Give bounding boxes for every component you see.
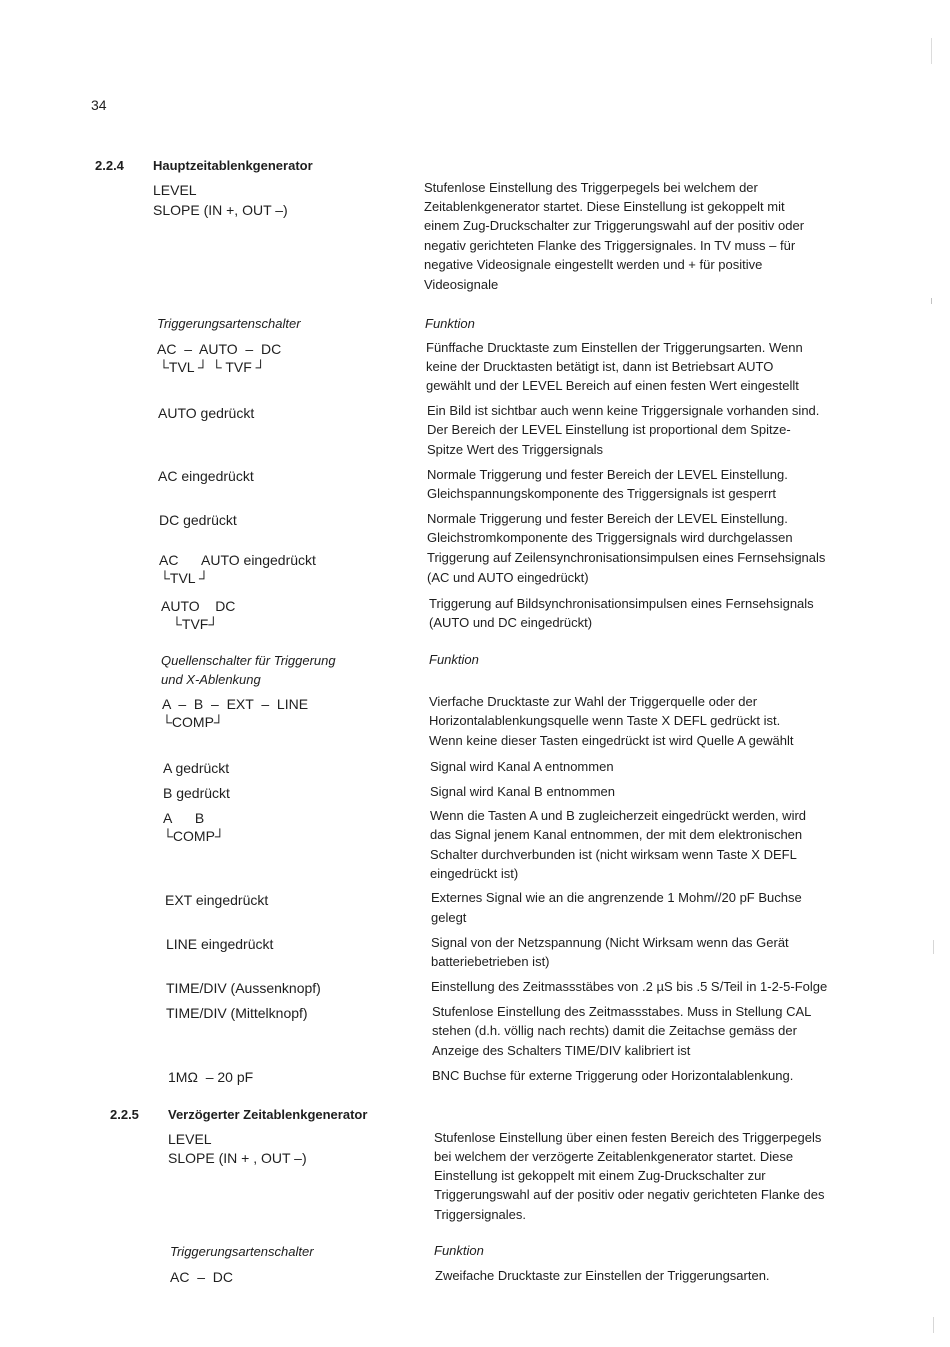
description-line: Gleichstromkomponente des Triggersignals wird durchgelassen (427, 530, 793, 545)
description-line: Signal wird Kanal B entnommen (430, 784, 615, 799)
switch-diagram-line: AC – DC (170, 1269, 234, 1285)
table-header-left: Triggerungsartenschalter (157, 316, 301, 331)
description-line: Horizontalablenkungsquelle wenn Taste X DEFL gedrückt ist. (429, 713, 781, 728)
description-line: das Signal jenem Kanal entnommen, der mit dem elektronischen (430, 827, 803, 842)
page-number: 34 (91, 97, 107, 113)
description-line: Triggersignales. (434, 1207, 527, 1222)
description-line: Gleichspannungskomponente des Triggersignals ist gesperrt (427, 486, 777, 501)
description-line: Normale Triggerung und fester Bereich der LEVEL Einstellung. (427, 467, 788, 482)
description-line: batteriebetrieben ist) (431, 954, 550, 969)
scan-mark (933, 940, 934, 954)
table-header-right: Funktion (434, 1243, 484, 1258)
description-line: Anzeige des Schalters TIME/DIV kalibriert ist (432, 1043, 691, 1058)
description-line: keine der Drucktasten betätigt ist, dann ist Betriebsart AUTO (426, 359, 774, 374)
mode-label: EXT eingedrückt (165, 892, 269, 908)
switch-diagram-line: └TVL ┘ (160, 570, 209, 586)
description-line: Fünffache Drucktaste zum Einstellen der Triggerungsarten. Wenn (426, 340, 803, 355)
description-line: Videosignale (424, 277, 499, 292)
control-label: TIME/DIV (Aussenknopf) (166, 980, 321, 996)
description-line: Zeitablenkgenerator startet. Diese Einstellung ist gekoppelt mit (424, 199, 785, 214)
description-line: Schalter durchverbunden ist (nicht wirksam wenn Taste X DEFL (430, 847, 797, 862)
description-line: stehen (d.h. völlig nach rechts) damit die Zeitachse gemäss der (432, 1023, 797, 1038)
description-line: Signal von der Netzspannung (Nicht Wirksam wenn das Gerät (431, 935, 789, 950)
description-line: bei welchem der verzögerte Zeitablenkgenerator startet. Diese (434, 1149, 794, 1164)
description-line: Signal wird Kanal A entnommen (430, 759, 614, 774)
section-number: 2.2.4 (95, 158, 124, 173)
table-header-right: Funktion (425, 316, 475, 331)
scan-mark (931, 38, 932, 64)
mode-label: AC eingedrückt (158, 468, 254, 484)
section-number: 2.2.5 (110, 1107, 139, 1122)
mode-label: B gedrückt (163, 785, 230, 801)
description-line: BNC Buchse für externe Triggerung oder Horizontalablenkung. (432, 1068, 794, 1083)
section-heading: Hauptzeitablenkgenerator (153, 158, 313, 173)
description-line: eingedrückt ist) (430, 866, 519, 881)
table-header-left: Quellenschalter für Triggerung (161, 653, 336, 668)
switch-diagram-line: AC AUTO eingedrückt (159, 552, 316, 568)
scan-mark (931, 298, 932, 304)
control-label: SLOPE (IN + , OUT –) (168, 1150, 307, 1166)
table-header-right: Funktion (429, 652, 479, 667)
description-line: negative Videosignale eingestellt werden und + für positive (424, 257, 763, 272)
description-line: Wenn die Tasten A und B zugleicherzeit eingedrückt werden, wird (430, 808, 807, 823)
description-line: Stufenlose Einstellung des Triggerpegels bei welchem der (424, 180, 758, 195)
mode-label: DC gedrückt (159, 512, 237, 528)
description-line: Externes Signal wie an die angrenzende 1 Mohm//20 pF Buchse (431, 890, 802, 905)
description-line: Ein Bild ist sichtbar auch wenn keine Triggersignale vorhanden sind. (427, 403, 820, 418)
description-line: Triggerung auf Bildsynchronisationsimpulsen eines Fernsehsignals (429, 596, 814, 611)
connector-label: 1MΩ – 20 pF (168, 1069, 254, 1085)
description-line: Zweifache Drucktaste zur Einstellen der Triggerungsarten. (435, 1268, 770, 1283)
description-line: Spitze Wert des Triggersignals (427, 442, 604, 457)
description-line: (AC und AUTO eingedrückt) (427, 570, 589, 585)
switch-diagram-line: └TVL ┘ └ TVF ┘ (159, 359, 266, 375)
description-line: gewählt und der LEVEL Bereich auf einen festen Wert eingestellt (426, 378, 799, 393)
control-label: TIME/DIV (Mittelknopf) (166, 1005, 308, 1021)
description-line: einem Zug-Druckschalter zur Triggerungswahl auf der positiv oder (424, 218, 805, 233)
table-header-left: Triggerungsartenschalter (170, 1244, 314, 1259)
switch-diagram-line: └COMP┘ (163, 828, 225, 844)
table-header-left: und X-Ablenkung (161, 672, 261, 687)
switch-diagram-line: A – B – EXT – LINE (162, 696, 309, 712)
control-label: SLOPE (IN +, OUT –) (153, 202, 288, 218)
description-line: Triggerungswahl auf der positiv oder negativ gerichteten Flanke des (434, 1187, 825, 1202)
switch-diagram-line: A B (163, 810, 205, 826)
control-label: LEVEL (153, 182, 197, 198)
switch-diagram-line: └TVF┘ (172, 616, 219, 632)
switch-diagram-line: AUTO DC (161, 598, 236, 614)
control-label: LEVEL (168, 1131, 212, 1147)
description-line: Vierfache Drucktaste zur Wahl der Triggerquelle oder der (429, 694, 758, 709)
description-line: Triggerung auf Zeilensynchronisationsimpulsen eines Fernsehsignals (427, 550, 826, 565)
description-line: negativ gerichteten Flanke des Triggersignales. In TV muss – für (424, 238, 796, 253)
description-line: Einstellung ist gekoppelt mit einem Zug-Druckschalter zur (434, 1168, 766, 1183)
description-line: Der Bereich der LEVEL Einstellung ist proportional dem Spitze- (427, 422, 791, 437)
description-line: Einstellung des Zeitmassstäbes von .2 µS bis .5 S/Teil in 1-2-5-Folge (431, 979, 828, 994)
section-heading: Verzögerter Zeitablenkgenerator (168, 1107, 368, 1122)
description-line: Stufenlose Einstellung des Zeitmassstabes. Muss in Stellung CAL (432, 1004, 812, 1019)
description-line: gelegt (431, 910, 467, 925)
description-line: Wenn keine dieser Tasten eingedrückt ist wird Quelle A gewählt (429, 733, 794, 748)
mode-label: LINE eingedrückt (166, 936, 274, 952)
switch-diagram-line: AC – AUTO – DC (157, 341, 282, 357)
mode-label: A gedrückt (163, 760, 230, 776)
scan-mark (933, 1317, 934, 1333)
switch-diagram-line: └COMP┘ (162, 714, 224, 730)
mode-label: AUTO gedrückt (158, 405, 255, 421)
description-line: (AUTO und DC eingedrückt) (429, 615, 593, 630)
description-line: Normale Triggerung und fester Bereich der LEVEL Einstellung. (427, 511, 788, 526)
description-line: Stufenlose Einstellung über einen festen Bereich des Triggerpegels (434, 1130, 822, 1145)
